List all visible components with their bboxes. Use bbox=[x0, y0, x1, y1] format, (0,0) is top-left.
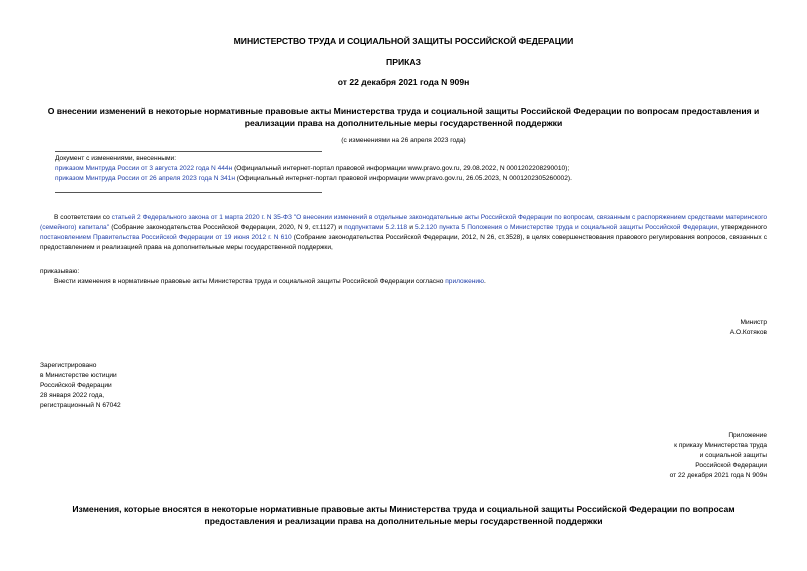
preamble-text: (Собрание законодательства Российской Федерации, 2020, N 9, ст.1127) и bbox=[109, 224, 345, 231]
appendix-reference bbox=[670, 431, 767, 481]
preamble-text: (Собрание законодательства Российской Федерации, 2012, N 26, ст.3528), в целях совершенствования правового регулирования вопросов, связанных с предоставлением и реализацией права на дополнительные меры государственной поддержки, bbox=[40, 234, 768, 251]
order-text: Внести изменения в нормативные правовые акты Министерства труда и социальной защиты Российской Федерации согласно bbox=[54, 278, 446, 285]
appendix-ref-line: к приказу Министерства труда bbox=[674, 442, 767, 449]
change-item bbox=[55, 174, 775, 184]
registration-line: регистрационный N 67042 bbox=[40, 402, 121, 409]
signature-block bbox=[730, 318, 767, 338]
changes-box bbox=[55, 154, 775, 184]
order-word: приказываю: bbox=[40, 268, 80, 275]
divider-bottom bbox=[55, 192, 322, 193]
registration-line: Российской Федерации bbox=[40, 382, 112, 389]
appendix-ref-line: Российской Федерации bbox=[695, 462, 767, 469]
signatory-name: А.О.Котяков bbox=[729, 329, 767, 336]
order-text: . bbox=[484, 278, 486, 285]
order-paragraph bbox=[54, 277, 767, 287]
preamble-text: и bbox=[407, 224, 416, 231]
changes-heading: Документ с изменениями, внесенными: bbox=[55, 155, 177, 162]
subclause-5-2-118-link[interactable]: подпунктами 5.2.118 bbox=[344, 224, 408, 231]
revision-note: (с изменениями на 26 апреля 2023 года) bbox=[341, 137, 466, 144]
government-decree-610-link[interactable]: постановлением Правительства Российской Федерации от 19 июня 2012 г. N 610 bbox=[40, 234, 292, 241]
doc-date-number: от 22 декабря 2021 года N 909н bbox=[337, 77, 470, 87]
change-link-341n[interactable]: приказом Минтруда России от 26 апреля 2023 года N 341н bbox=[55, 175, 235, 182]
doc-title: О внесении изменений в некоторые нормативные правовые акты Министерства труда и социальной защиты Российской Федерации по вопросам предоставления и реализации права на дополнительные меры государственной поддержки bbox=[47, 106, 760, 128]
appendix-link[interactable]: приложению bbox=[445, 278, 485, 285]
appendix-ref-line: от 22 декабря 2021 года N 909н bbox=[669, 472, 767, 479]
appendix-title: Изменения, которые вносятся в некоторые нормативные правовые акты Министерства труда и социальной защиты Российской Федерации по вопросам предоставления и реализации права на дополнительные меры государственной поддержки bbox=[72, 504, 735, 526]
preamble-text: В соответствии со bbox=[54, 214, 112, 221]
registration-line: Зарегистрировано bbox=[40, 362, 97, 369]
subclause-5-2-120-link[interactable]: 5.2.120 пункта 5 Положения о Министерстве труда и социальной защиты Российской Федерации bbox=[415, 224, 718, 231]
registration-block bbox=[40, 361, 121, 411]
change-item bbox=[55, 164, 775, 174]
registration-line: 28 января 2022 года, bbox=[40, 392, 105, 399]
appendix-ref-line: и социальной защиты bbox=[699, 452, 767, 459]
change-link-444n[interactable]: приказом Минтруда России от 3 августа 2022 года N 444н bbox=[55, 165, 233, 172]
signatory-position: Министр bbox=[740, 319, 767, 326]
ministry-heading: МИНИСТЕРСТВО ТРУДА И СОЦИАЛЬНОЙ ЗАЩИТЫ РОССИЙСКОЙ ФЕДЕРАЦИИ bbox=[233, 36, 574, 46]
doc-type: ПРИКАЗ bbox=[386, 57, 421, 67]
change-source: (Официальный интернет-портал правовой информации www.pravo.gov.ru, 26.05.2023, N 0001202305260002). bbox=[234, 175, 572, 182]
law-35fz-link[interactable]: статьей 2 Федерального закона от 1 марта 2020 г. N 35-ФЗ "О внесении изменений в отдельные законодательные акты Российской Федерации по вопросам, связанным с распоряжением средствами материнского (семейного) капитала" bbox=[40, 214, 767, 231]
registration-line: в Министерстве юстиции bbox=[40, 372, 117, 379]
appendix-ref-line: Приложение bbox=[728, 432, 767, 439]
change-source: (Официальный интернет-портал правовой информации www.pravo.gov.ru, 29.08.2022, N 0001202208290010); bbox=[232, 165, 570, 172]
preamble-text: , утвержденного bbox=[717, 224, 767, 231]
divider-top bbox=[55, 151, 322, 152]
preamble-paragraph bbox=[40, 213, 767, 253]
